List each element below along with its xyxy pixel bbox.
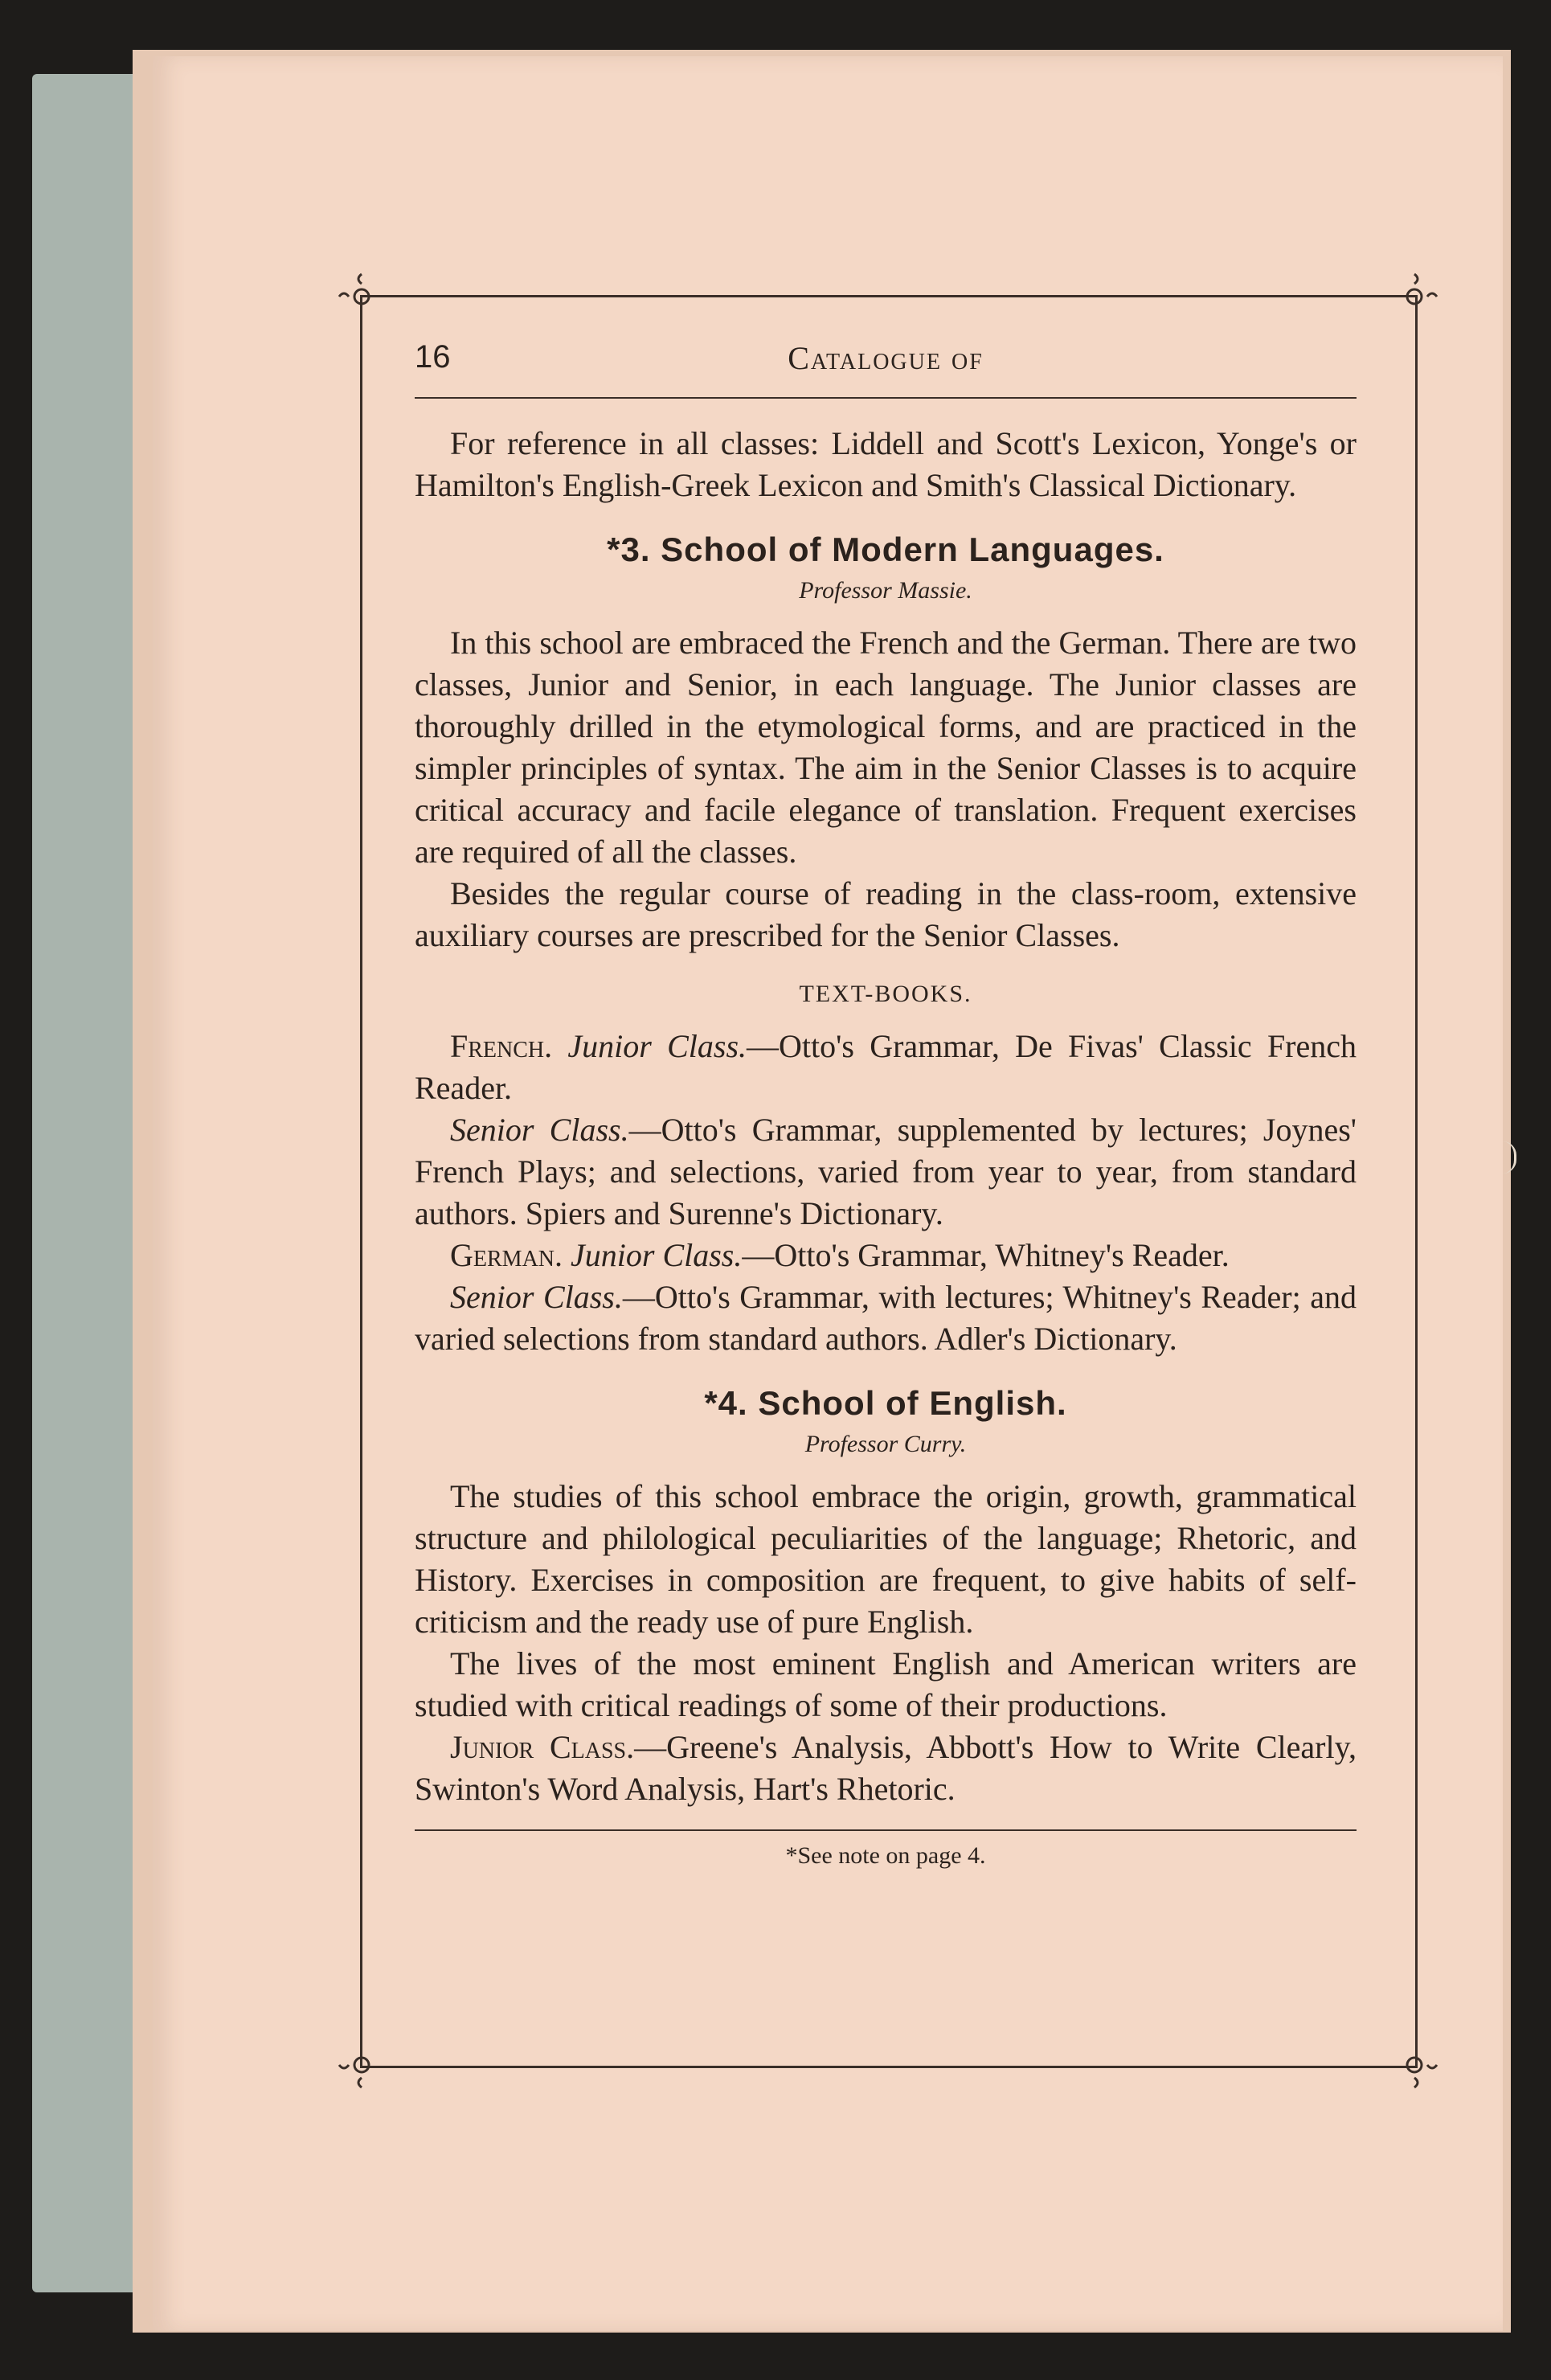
corner-ornament-top-left-icon [336,271,387,322]
english-junior-text: —Greene's Analysis, Abbott's How to Write Clearly, Swinton's Word Analysis, Hart's Rhetoric. [415,1729,1357,1807]
german-senior-label: Senior Class. [450,1279,623,1315]
page-edge-mark [1503,1141,1516,1174]
german-senior-entry [415,1276,1357,1360]
french-senior-label: Senior Class. [450,1112,629,1148]
french-junior-text: —Otto's Grammar, De Fivas' Classic French Reader. [415,1028,1357,1106]
textbooks-heading: TEXT-BOOKS. [799,981,972,1007]
german-junior-entry [415,1235,1357,1276]
section-3-paragraph: In this school are embraced the French and the German. There are two classes, Junior and Senior, in each language. The Junior classes are thoroughly drilled in the etymological forms, and are practiced in the simpler principles of syntax. The aim in the Senior Classes is to acquire critical accuracy and facile elegance of translation. Frequent exercises are required of all the classes. [415,625,1357,870]
english-junior-label: Junior Class. [450,1729,635,1765]
footnote: *See note on page 4. [785,1842,986,1869]
section-3-paragraph: Besides the regular course of reading in the class-room, extensive auxiliary courses are prescribed for the Senior Classes. [415,875,1357,953]
english-junior-entry [415,1727,1357,1810]
corner-ornament-bottom-left-icon [336,2039,387,2091]
page-number: 16 [415,339,451,375]
section-4-heading: *4. School of English. [704,1384,1067,1422]
french-label: French. [450,1028,553,1064]
french-junior-label: Junior Class. [567,1028,747,1064]
german-senior-text: —Otto's Grammar, with lectures; Whitney's Reader; and varied selections from standard authors. Adler's Dictionary. [415,1279,1357,1357]
section-4-paragraph: The lives of the most eminent English and American writers are studied with critical readings of some of their productions. [415,1645,1357,1723]
french-senior-entry [415,1109,1357,1235]
section-3-professor: Professor Massie. [799,577,972,604]
intro-paragraph: For reference in all classes: Liddell and Scott's Lexicon, Yonge's or Hamilton's English-Greek Lexicon and Smith's Classical Dictionary. [415,425,1357,503]
french-senior-text: —Otto's Grammar, supplemented by lectures; Joynes' French Plays; and selections, varied from year to year, from standard authors. Spiers and Surenne's Dictionary. [415,1112,1357,1231]
german-junior-label: Junior Class. [571,1237,743,1273]
footnote-rule [415,1829,1357,1831]
corner-ornament-bottom-right-icon [1389,2039,1440,2091]
french-junior-entry [415,1026,1357,1109]
section-4-professor: Professor Curry. [804,1431,967,1457]
corner-ornament-top-right-icon [1389,271,1440,322]
section-4-paragraph: The studies of this school embrace the origin, growth, grammatical structure and philological peculiarities of the language; Rhetoric, and History. Exercises in composition are frequent, to give habits of self-criticism and the ready use of pure English. [415,1478,1357,1640]
section-3-heading: *3. School of Modern Languages. [607,530,1164,568]
header-rule [415,397,1357,399]
page-content [415,334,1357,2046]
german-label: German. [450,1237,563,1273]
running-head [415,334,1357,391]
german-junior-text: —Otto's Grammar, Whitney's Reader. [742,1237,1230,1273]
running-title: Catalogue of [788,340,984,376]
